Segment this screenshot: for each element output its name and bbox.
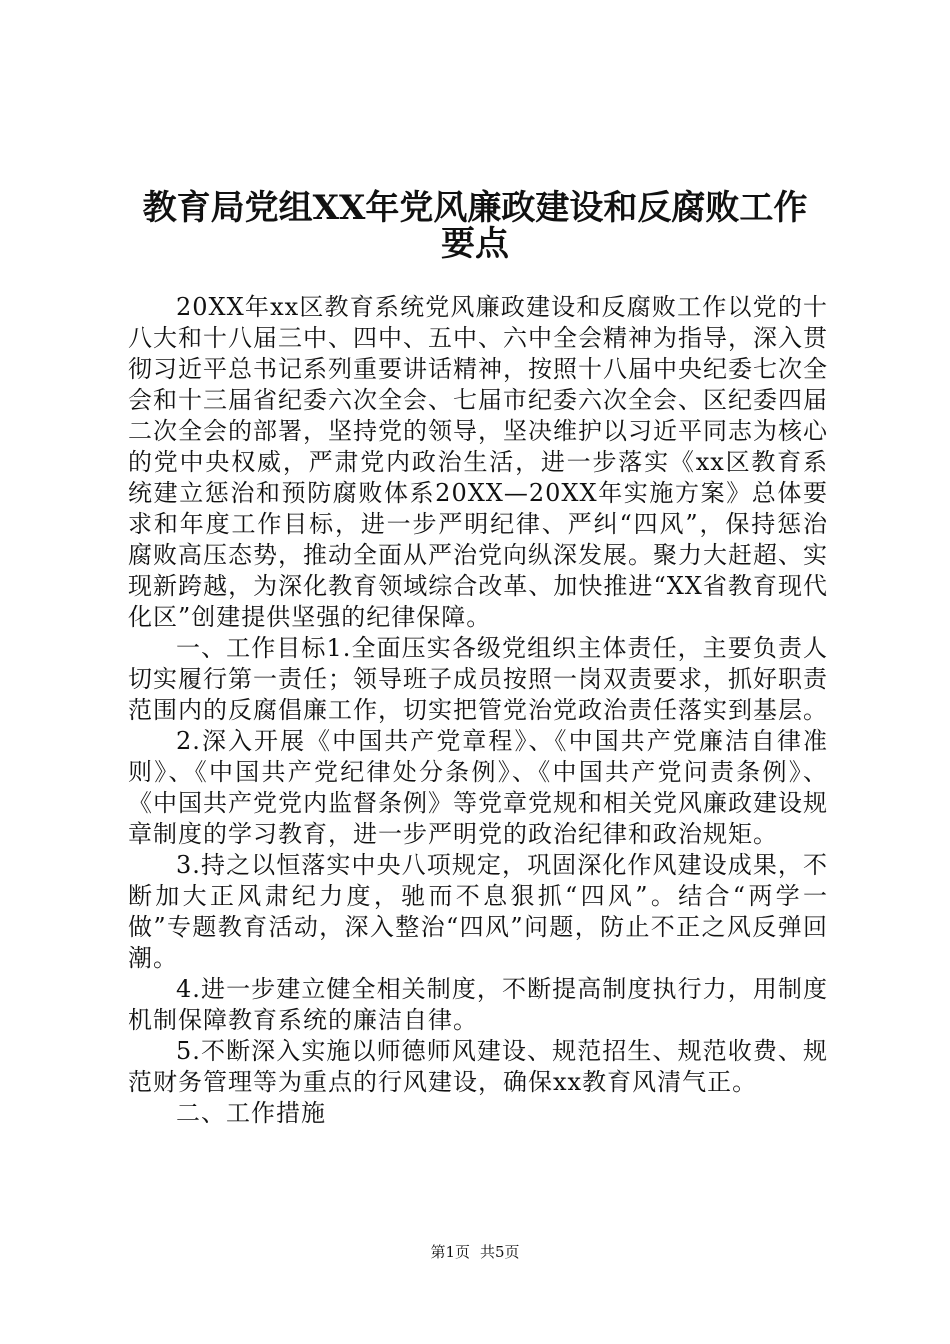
goal-item-2-paragraph: 2.深入开展《中国共产党章程》、《中国共产党廉洁自律准则》、《中国共产党纪律处分条例》、《中国共产党问责条例》、《中国共产党党内监督条例》等党章党规和相关党风廉政建设规章制度的学习教育，进一步严明党的政治纪律和政治规矩。 — [128, 727, 828, 848]
document-body — [128, 292, 828, 1129]
document-title-line-2: 要点 — [441, 224, 509, 264]
section-heading-measures: 二、工作措施 — [176, 1099, 326, 1127]
goal-item-1-paragraph: 一、工作目标1.全面压实各级党组织主体责任，主要负责人切实履行第一责任；领导班子成员按照一岗双责要求，抓好职责范围内的反腐倡廉工作，切实把管党治党政治责任落实到基层。 — [128, 634, 828, 724]
page-number-total: 共5页 — [480, 1243, 520, 1261]
document-title-line-1: 教育局党组XX年党风廉政建设和反腐败工作 — [142, 188, 808, 228]
goal-item-4-paragraph: 4.进一步建立健全相关制度，不断提高制度执行力，用制度机制保障教育系统的廉洁自律。 — [128, 975, 828, 1034]
page-number-current: 第1页 — [430, 1243, 470, 1261]
goal-item-5-paragraph: 5.不断深入实施以师德师风建设、规范招生、规范收费、规范财务管理等为重点的行风建设，确保xx教育风清气正。 — [128, 1037, 828, 1096]
intro-paragraph: 20XX年xx区教育系统党风廉政建设和反腐败工作以党的十八大和十八届三中、四中、五中、六中全会精神为指导，深入贯彻习近平总书记系列重要讲话精神，按照十八届中央纪委七次全会和十三届省纪委六次全会、七届市纪委六次全会、区纪委四届二次全会的部署，坚持党的领导，坚决维护以习近平同志为核心的党中央权威，严肃党内政治生活，进一步落实《xx区教育系统建立惩治和预防腐败体系20XX—20XX年实施方案》总体要求和年度工作目标，进一步严明纪律、严纠“四风”，保持惩治腐败高压态势，推动全面从严治党向纵深发展。聚力大赶超、实现新跨越，为深化教育领域综合改革、加快推进“XX省教育现代化区”创建提供坚强的纪律保障。 — [128, 293, 828, 631]
goal-item-3-paragraph: 3.持之以恒落实中央八项规定，巩固深化作风建设成果，不断加大正风肃纪力度，驰而不息狠抓“四风”。结合“两学一做”专题教育活动，深入整治“四风”问题，防止不正之风反弹回潮。 — [128, 851, 828, 972]
page-footer — [0, 1242, 950, 1262]
